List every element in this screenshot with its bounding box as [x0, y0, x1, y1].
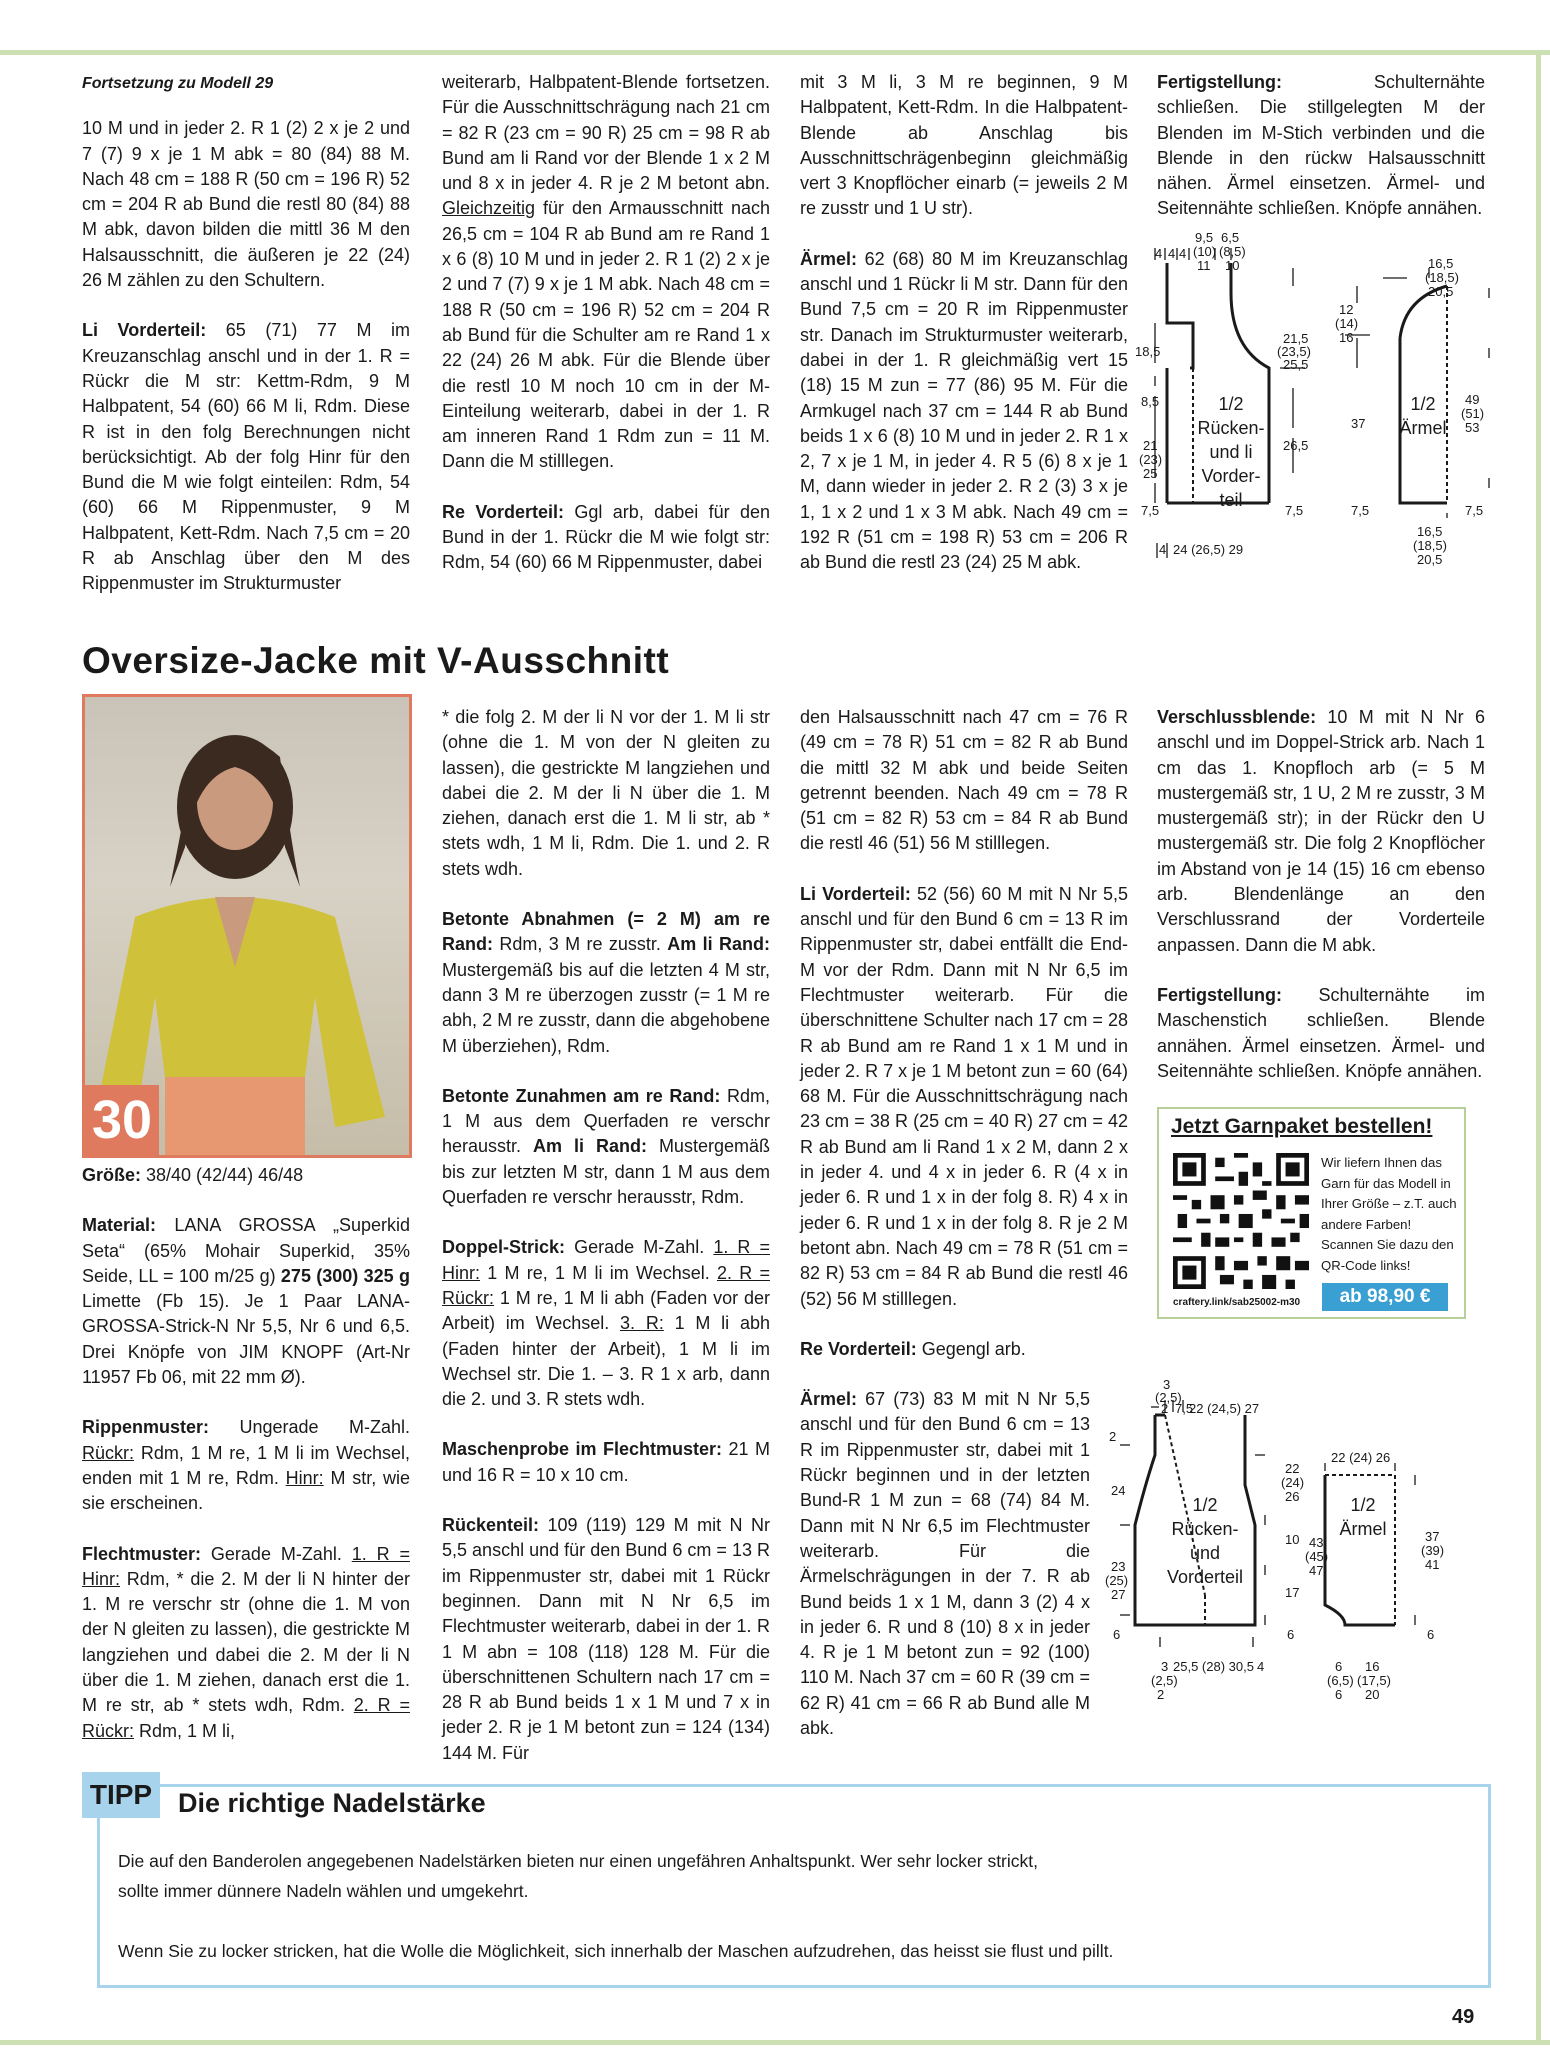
dim-label: 7,5 — [1465, 503, 1484, 518]
part-label: 1/2 — [1218, 394, 1244, 414]
tip-paragraph: Die auf den Banderolen angegebenen Nadelstärken bieten nur einen ungefähren Anhaltspunkt. Wer sehr locker strickt, — [118, 1851, 1038, 1871]
dim-label: 23 — [1111, 1559, 1126, 1574]
text-paragraph: Fertigstellung: Schulternähte schließen. Die stillgelegten M der Blenden im M-Stich verbinden und die Blende in den rückw Halsausschnitt nähen. Ärmel einsetzen. Ärmel- und Seitennähte schließen. Knöpfe annähen. — [1157, 72, 1485, 219]
dim-label: 17 — [1285, 1585, 1300, 1600]
dim-label: 6,5 — [1221, 230, 1240, 245]
dim-label: (6,5) — [1327, 1673, 1354, 1688]
dim-label: 6 — [1335, 1687, 1343, 1702]
dim-label: 27 — [1111, 1587, 1126, 1602]
dim-label: 25 — [1143, 466, 1158, 481]
text-paragraph: weiterarb, Halbpatent-Blende fortsetzen. Für die Ausschnittschrägung nach 21 cm = 82 R (23 cm = 90 R) 25 cm = 98 R ab Bund am li Rand vor der Blende 1 x 2 M und 8 x in jeder 4. R je 2 M betont abn. Gleichzeitig für den Armausschnitt nach 26,5 cm = 104 R ab Bund am re Rand 1 x 6 (8) 10 M und in jeder 2. R 1 (2) 2 x je 2 und 7 (7) 9 x je 1 M abk. Nach 48 cm = 188 R (50 cm = 196 R) 52 cm = 204 R ab Bund für die Schulter am re Rand 1 x 22 (24) 26 M abk. Für die Blende über die restl 10 M noch 10 cm in der M-Einteilung weiterarb, dabei in der 1. R am inneren Rand 1 Rdm zun = 11 M. Dann die M stilllegen. — [442, 72, 770, 472]
yarn-package-title[interactable]: Jetzt Garnpaket bestellen! — [1171, 1115, 1433, 1138]
dim-label: 22 (24) 26 — [1331, 1450, 1391, 1465]
continuation-heading: Fortsetzung zu Modell 29 — [82, 75, 274, 92]
dim-label: 8,5 — [1141, 394, 1160, 409]
dim-label: 3 — [1163, 1377, 1171, 1392]
dim-label: (24) — [1281, 1475, 1305, 1490]
text-paragraph: Li Vorderteil: 52 (56) 60 M mit N Nr 5,5 anschl und für den Bund 6 cm = 13 R im Rippenmuster str, dabei entfällt die End-M vor der Rdm. Dann mit N Nr 6,5 im Flechtmuster weiterarb. Für die überschnittene Schulter nach 17 cm = 28 R ab Bund am re Rand 1 x 1 M und in jeder 2. R 7 x je 1 M betont zun = 60 (64) 68 M. Für die Ausschnittschrägung nach 23 cm = 38 R (25 cm = 40 R) 27 cm = 42 R ab Bund am li Rand 1 x 2 M, dann 2 x in jeder 4. und 4 x in jeder 6. R (4 x in jeder 6. R und 1 x in der folg 8. R) 4 x in jeder 6. R und 1 x in der folg 8. R je 2 M betont abn. Nach 49 cm = 78 R (51 cm = 82 R) 53 cm = 84 R ab Bund die restl 46 (52) 56 M stilllegen. — [800, 883, 1128, 1309]
text-paragraph: * die folg 2. M der li N vor der 1. M li str (ohne die 1. M von der N gleiten zu lassen), die gestrickte M langziehen und dabei die 2. M der li N über die 1. M ziehen, danach erst die 1. M li str, ab * stets wdh, 1 M li, Rdm. Die 1. und 2. R stets wdh. — [442, 707, 770, 879]
bottom-column-1 — [82, 1163, 410, 1769]
model-photo — [82, 694, 412, 1158]
yarn-package-box[interactable] — [1157, 1107, 1466, 1319]
dim-label: 24 (26,5) 29 — [1173, 542, 1244, 557]
text-paragraph: Ärmel: 67 (73) 83 M mit N Nr 5,5 anschl und für den Bund 6 cm = 13 R im Rippenmuster str, dabei mit 1 Rückr beginnen und in der letzten Bund-R 1 M zun = 68 (74) 84 M. Dann mit N Nr 6,5 im Flechtmuster weiterarb. Für die Ärmelschrägungen in der 7. R ab Bund beids 1 x 1 M, dann 3 (2) 4 x in jeder 6. R und 8 (10) 8 x in jeder 4. R je 1 M betont zun = 92 (100) 110 M. Nach 37 cm = 60 R (39 cm = 62 R) 41 cm = 66 R ab Bund alle M abk. — [800, 1389, 1090, 1738]
dim-label: 4 — [1179, 246, 1187, 261]
bottom-column-4 — [1157, 705, 1485, 1109]
text-paragraph: Fertigstellung: Schulternähte im Maschenstich schließen. Blende annähen. Ärmel einsetzen. Ärmel- und Seitennähte schließen. Knöpfe annähen. — [1157, 984, 1485, 1081]
dim-label: (10) — [1193, 244, 1217, 259]
dim-label: 4 — [1257, 1659, 1265, 1674]
text-paragraph: Betonte Zunahmen am re Rand: Rdm, 1 M aus dem Querfaden re verschr herausstr. Am li Rand: Mustergemäß bis zur letzten M str, dann 1 M aus dem Querfaden re verschr herausstr, Rdm. — [442, 1085, 771, 1208]
text-paragraph: Verschlussblende: 10 M mit N Nr 6 anschl und im Doppel-Strick arb. Nach 1 cm das 1. Knopfloch arb (= 5 M mustergemäß str, 1 U, 2 M re zusstr, 3 M mustergemäß str); in der Rückr den U mustergemäß str. Die folg 2 Knopflöcher im Abstand von je 14 (15) 16 cm ebenso arb. Blendenlänge an den Verschlussrand der Vorderteile anpassen. Dann die M abk. — [1157, 707, 1485, 955]
dim-label: 49 — [1465, 392, 1480, 407]
text-paragraph: Doppel-Strick: Gerade M-Zahl. 1. R = Hinr: 1 M re, 1 M li im Wechsel. 2. R = Rückr: 1 M re, 1 M li abh (Faden vor der Arbeit) im Wechsel. 3. R: 1 M li abh (Faden hinter der Arbeit), 1 M li im Wechsel str. Die 1. – 3. R 1 x arb, dann die 2. und 3. R stets wdh. — [442, 1237, 770, 1410]
text-paragraph: Li Vorderteil: 65 (71) 77 M im Kreuzanschlag anschl und in der 1. R = Rückr die M str: Kettm-Rdm, 9 M Halbpatent, 54 (60) 66 M li, Rdm. Diese R ist in den folg Berechnungen nicht berücksichtigt. Ab der folg Hinr für den Bund die M wie folgt einteilen: Rdm, 54 (60) 66 M Rippenmuster, 9 M Halbpatent, Kett-Rdm. Nach 7,5 cm = 20 R ab Anschlag über den M des Rippenmuster im Strukturmuster — [82, 320, 411, 594]
text-paragraph: Betonte Abnahmen (= 2 M) am re Rand: Rdm, 3 M re zusstr. Am li Rand: Mustergemäß bis auf die letzten 4 M str, dann 3 M re überzogen zusstr (= 1 M re abh, 2 M re zusstr, dann die abgehobene M überziehen), Rdm. — [442, 909, 770, 1056]
dim-label: 7,5 — [1351, 503, 1370, 518]
text-paragraph: Ärmel: 62 (68) 80 M im Kreuzanschlag anschl und 1 Rückr li M str. Dann für den Bund 7,5 cm = 20 R im Rippenmuster str. Danach im Strukturmuster weiterarb, dabei in der 1. R gleichmäßig vert 15 (18) 15 M zun = 77 (86) 95 M. Für die Armkugel nach 37 cm = 144 R ab Bund beids 1 x 6 (8) 10 M und in jeder 2. R 1 x 2, 7 x je 1 M, in jeder 4. R 5 (6) 8 x je 1 M, dann wieder in jeder 2. R 2 (3) 3 x je 1, 1 x 2 und 1 x 3 M abk. Nach 49 cm = 192 R (51 cm = 198 R) 53 cm = 206 R ab Bund die restl 23 (24) 25 M abk. — [800, 248, 1128, 573]
text-paragraph: 10 M und in jeder 2. R 1 (2) 2 x je 2 und 7 (7) 9 x je 1 M abk = 80 (84) 88 M. Nach 48 cm = 188 R (50 cm = 196 R) 52 cm = 204 R ab Bund die restl 80 (84) 88 M abk, davon bilden die mittl 36 M den Halsausschnitt, die äußeren je 22 (24) 26 M zählen zu den Schultern. — [82, 118, 410, 291]
qr-code-icon[interactable] — [1173, 1153, 1309, 1289]
dim-label: 25,5 — [1283, 357, 1309, 372]
page-number: 49 — [1452, 2006, 1475, 2028]
part-label: Ärmel — [1339, 1519, 1387, 1539]
dim-label: 7,5 — [1285, 503, 1304, 518]
dim-label: (14) — [1335, 316, 1359, 331]
dim-label: 3 — [1161, 1659, 1169, 1674]
pattern-schematic-bottom — [1105, 1375, 1540, 1735]
part-label: teil — [1219, 490, 1243, 510]
dim-label: 21,5 — [1283, 331, 1309, 346]
dim-label: 10 — [1285, 1532, 1300, 1547]
dim-label: (17,5) — [1357, 1673, 1391, 1688]
dim-label: (25) — [1105, 1573, 1129, 1588]
part-label: 1/2 — [1410, 394, 1436, 414]
dim-label: 4 — [1168, 246, 1176, 261]
dim-label: 41 — [1425, 1557, 1440, 1572]
part-label: 1/2 — [1350, 1495, 1376, 1515]
dim-label: (51) — [1461, 406, 1485, 421]
text-paragraph: Rippenmuster: Ungerade M-Zahl. Rückr: Rdm, 1 M re, 1 M li im Wechsel, enden mit 1 M re, Rdm. Hinr: M str, wie sie erscheinen. — [82, 1417, 410, 1514]
dim-label: (18,5) — [1425, 270, 1459, 285]
dim-label: 43 — [1309, 1535, 1324, 1550]
tip-paragraph: Wenn Sie zu locker stricken, hat die Wolle die Möglichkeit, sich innerhalb der Maschen aufzudrehen, das heisst sie flust und pillt. — [118, 1941, 1114, 1961]
text-paragraph: Rückenteil: 109 (119) 129 M mit N Nr 5,5 anschl und für den Bund 6 cm = 13 R im Rippenmuster str, dabei mit 1 Rückr beginnen. Dann mit N Nr 6,5 im Flechtmuster weiterarb, dabei in der 1. R 1 M abn = 108 (118) 128 M. Für die überschnittenen Schultern nach 17 cm = 28 R ab Bund beids 1 x 1 M und 7 x in jeder 2. R je 1 M betont zun = 124 (134) 144 M. Für — [442, 1515, 770, 1763]
dim-label: 18,5 — [1135, 344, 1161, 359]
dim-label: 53 — [1465, 420, 1480, 435]
dim-label: 20,5 — [1428, 284, 1454, 299]
dim-label: (45) — [1305, 1549, 1329, 1564]
dim-label: 2 — [1161, 1401, 1169, 1416]
dim-label: 2 — [1157, 1687, 1165, 1702]
page-frame-top — [0, 50, 1550, 55]
dim-label: 25,5 (28) 30,5 — [1173, 1659, 1254, 1674]
dim-label: 6 — [1113, 1627, 1121, 1642]
page-frame-bottom — [0, 2040, 1550, 2045]
dim-label: 6 — [1427, 1627, 1435, 1642]
dim-label: 10 — [1225, 258, 1240, 273]
dim-label: 37 — [1351, 416, 1366, 431]
dim-label: 20 — [1365, 1687, 1380, 1702]
text-paragraph: Flechtmuster: Gerade M-Zahl. 1. R = Hinr: Rdm, * die 2. M der li N hinter der 1. M re verschr str (ohne die 1. M von der N gleiten zu lassen), die gestrickte M langziehen und dabei die 2. M der li N über die 1. M ziehen, danach erst die 1. M re str, ab * stets wdh, Rdm. 2. R = Rückr: Rdm, 1 M li, — [82, 1543, 410, 1741]
dim-label: (2,5) — [1155, 1390, 1182, 1405]
part-label: Rücken- — [1197, 418, 1265, 438]
dim-label: (8,5) — [1219, 244, 1246, 259]
dim-label: 22 — [1285, 1461, 1300, 1476]
part-label: 1/2 — [1192, 1495, 1218, 1515]
dim-label: (23) — [1139, 452, 1163, 467]
yarn-package-link[interactable]: craftery.link/sab25002-m30 — [1173, 1297, 1301, 1308]
text-paragraph: Größe: 38/40 (42/44) 46/48 — [82, 1165, 304, 1185]
dim-label: 16,5 — [1428, 256, 1454, 271]
dim-label: (18,5) — [1413, 538, 1447, 553]
dim-label: 11 — [1197, 258, 1211, 273]
tip-text — [118, 1846, 1448, 1966]
dim-label: 24 — [1111, 1483, 1126, 1498]
dim-label: (39) — [1421, 1543, 1445, 1558]
dim-label: 22 (24,5) 27 — [1189, 1401, 1260, 1416]
text-paragraph: Re Vorderteil: Ggl arb, dabei für den Bund in der 1. Rückr die M wie folgt str: Rdm, 54 (60) 66 M Rippenmuster, dabei — [442, 501, 770, 573]
part-label: Rücken- — [1171, 1519, 1239, 1539]
dim-label: 37 — [1425, 1529, 1440, 1544]
dim-label: 47 — [1309, 1563, 1324, 1578]
dim-label: 20,5 — [1417, 552, 1443, 567]
dim-label: 26 — [1285, 1489, 1300, 1504]
dim-label: (23,5) — [1277, 344, 1311, 359]
dim-label: 6 — [1335, 1659, 1343, 1674]
text-paragraph: Re Vorderteil: Gegengl arb. — [800, 1338, 1026, 1359]
yarn-package-text: Wir liefern Ihnen das Garn für das Modell in Ihrer Größe – z.T. auch andere Farben! Scannen Sie dazu den QR-Code links! — [1321, 1155, 1457, 1273]
dim-label: 26,5 — [1283, 438, 1309, 453]
part-label: und — [1189, 1543, 1221, 1563]
price-badge[interactable]: ab 98,90 € — [1322, 1283, 1448, 1311]
dim-label: 4 — [1159, 542, 1167, 557]
dim-label: 2 — [1109, 1429, 1117, 1444]
text-paragraph: Maschenprobe im Flechtmuster: 21 M und 16 R = 10 x 10 cm. — [442, 1439, 770, 1485]
text-paragraph: den Halsausschnitt nach 47 cm = 76 R (49 cm = 78 R) 51 cm = 82 R ab Bund die mittl 32 M abk und beide Seiten getrennt beenden. Nach 49 cm = 78 R (51 cm = 82 R) 53 cm = 84 R ab Bund die restl 46 (51) 56 M stilllegen. — [800, 707, 1128, 854]
top-column-1 — [82, 70, 410, 622]
part-label: und li — [1209, 442, 1253, 462]
article-title: Oversize-Jacke mit V-Ausschnitt — [82, 640, 670, 681]
dim-label: 4 — [1155, 246, 1163, 261]
dim-label: 16 — [1339, 330, 1354, 345]
dim-label: 16,5 — [1417, 524, 1443, 539]
pattern-schematic-top — [1135, 228, 1535, 580]
tip-label: TIPP — [82, 1772, 160, 1818]
tip-paragraph: sollte immer dünnere Nadeln wählen und umgekehrt. — [118, 1881, 529, 1901]
bottom-column-2 — [442, 705, 770, 1791]
top-column-2 — [442, 70, 770, 601]
text-paragraph: Material: LANA GROSSA „Superkid Seta“ (65% Mohair Superkid, 35% Seide, LL = 100 m/25 g) 275 (300) 325 g Limette (Fb 15). Je 1 Paar LANA-GROSSA-Strick-N Nr 5,5, Nr 6 und 6,5. Drei Knöpfe von JIM KNOPF (Art-Nr 11957 Fb 06, mit 22 mm Ø). — [82, 1215, 410, 1388]
part-label: Ärmel — [1399, 418, 1447, 438]
dim-label: (2,5) — [1151, 1673, 1178, 1688]
part-label: Vorderteil — [1166, 1567, 1244, 1587]
dim-label: 7,5 — [1175, 1401, 1194, 1416]
dim-label: 12 — [1339, 302, 1354, 317]
text-paragraph: mit 3 M li, 3 M re beginnen, 9 M Halbpatent, Kett-Rdm. In die Halbpatent-Blende ab Anschlag bis Ausschnittschrägenbeginn gleichmäßig vert 3 Knopflöcher einarb (= jeweils 2 M re zusstr und 1 U str). — [800, 72, 1128, 219]
page-frame-right — [1536, 50, 1541, 2045]
dim-label: 6 — [1287, 1627, 1295, 1642]
bottom-column-3 — [800, 705, 1128, 1766]
dim-label: 7,5 — [1141, 503, 1160, 518]
tip-title: Die richtige Nadelstärke — [178, 1788, 486, 1818]
model-number-badge: 30 — [85, 1085, 159, 1155]
part-label: Vorder- — [1201, 466, 1261, 486]
top-column-4 — [1157, 70, 1485, 247]
dim-label: 21 — [1143, 438, 1158, 453]
top-column-3 — [800, 70, 1128, 601]
dim-label: 16 — [1365, 1659, 1380, 1674]
dim-label: 9,5 — [1195, 230, 1214, 245]
